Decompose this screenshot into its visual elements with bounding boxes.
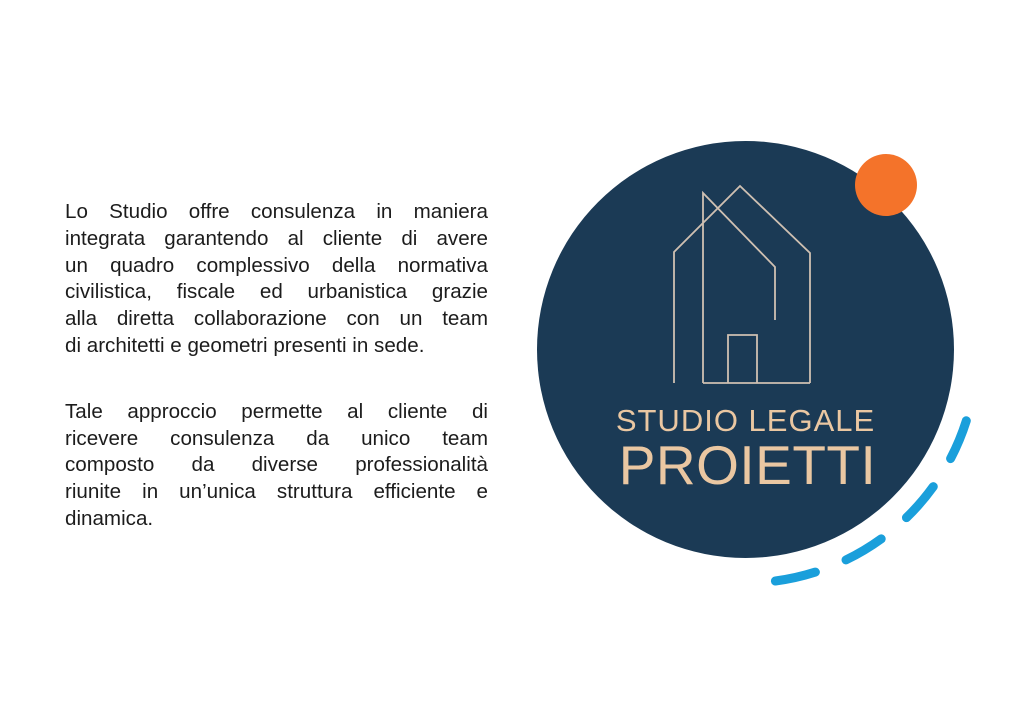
paragraph-line: alla diretta collaborazione con un team [65, 307, 488, 331]
paragraph-line: Lo Studio offre consulenza in maniera [65, 200, 488, 223]
intro-text-block [65, 199, 488, 533]
paragraph-line: composto da diverse professionalità [65, 453, 488, 477]
paragraph-line: di architetti e geometri presenti in sede. [65, 333, 425, 357]
orange-accent-circle [855, 154, 917, 216]
paragraph-line: riunite in un’unica struttura efficiente e [65, 480, 488, 504]
paragraph-line: integrata garantendo al cliente di avere [65, 226, 488, 250]
paragraph-line: Tale approccio permette al cliente di [65, 399, 488, 423]
paragraph-line: un quadro complessivo della normativa [65, 253, 488, 277]
house-outline-icon [660, 178, 812, 390]
paragraph-line: ricevere consulenza da unico team [65, 426, 488, 450]
paragraph-line: civilistica, fiscale ed urbanistica grazie [65, 280, 488, 304]
paragraph-line: dinamica. [65, 506, 154, 530]
brand-name-line2: PROIETTI [618, 434, 877, 496]
paragraph-services [65, 199, 488, 360]
paragraph-approach [65, 399, 488, 533]
brand-name-line1: STUDIO LEGALE [615, 403, 876, 438]
